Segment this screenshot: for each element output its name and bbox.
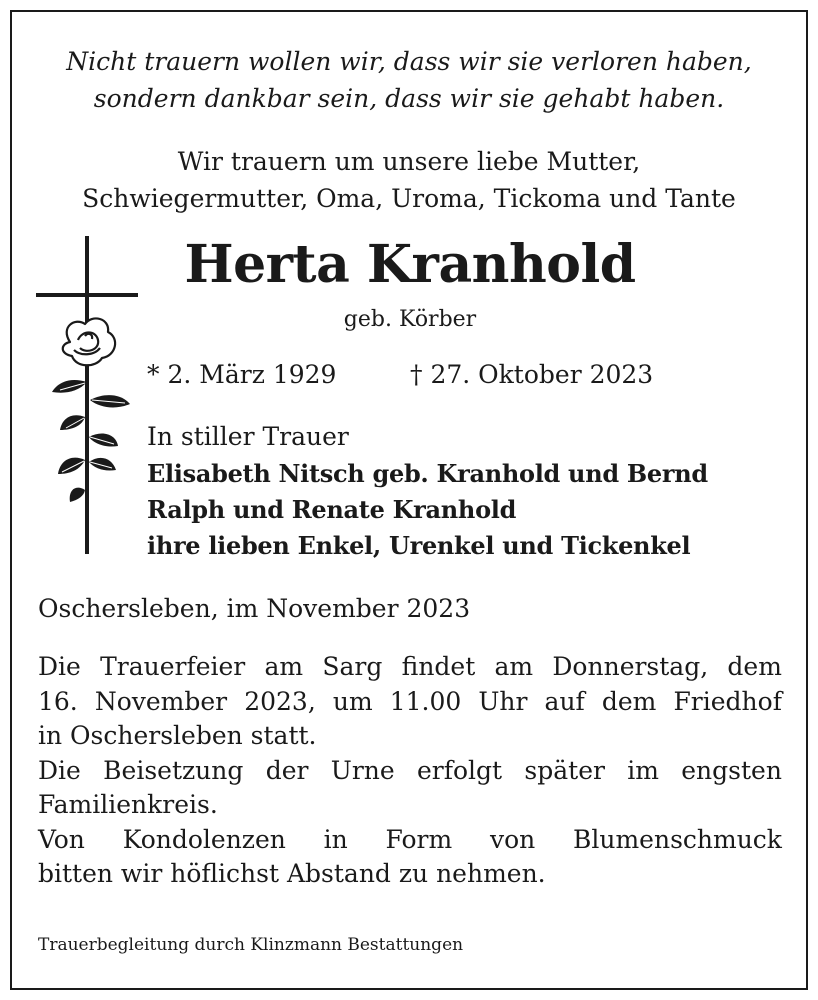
word: Beisetzung [103, 755, 244, 785]
mourner-line: ihre lieben Enkel, Urenkel und Tickenkel [147, 531, 691, 560]
word: Friedhof [673, 686, 782, 716]
word: von [489, 824, 536, 854]
details-line-6 [38, 823, 782, 858]
intro-line: Schwiegermutter, Oma, Uroma, Tickoma und Tante [82, 184, 736, 213]
word: um [332, 686, 373, 716]
word: dem [727, 652, 782, 681]
word: Urne [330, 755, 395, 785]
quote-line: Nicht trauern wollen wir, dass wir sie verloren haben, [66, 47, 752, 76]
death-date: † 27. Oktober 2023 [410, 360, 654, 389]
word: 16. [38, 686, 78, 716]
word: 11.00 [389, 686, 462, 716]
intro-text [0, 143, 818, 217]
word: am [494, 652, 534, 681]
details-line-4 [38, 754, 782, 789]
word: Blumenschmuck [573, 824, 782, 854]
details-line-3: in Oschersleben statt. [38, 721, 317, 750]
word: Sarg [322, 652, 383, 681]
undertaker-credit: Trauerbegleitung durch Klinzmann Bestattungen [38, 935, 464, 955]
word: in [323, 824, 348, 854]
word: engsten [681, 755, 782, 785]
word: auf [544, 686, 585, 716]
birth-date: * 2. März 1929 [147, 360, 337, 389]
word: November [94, 686, 228, 716]
word: der [265, 755, 309, 785]
mourner-line: Elisabeth Nitsch geb. Kranhold und Bernd [147, 459, 708, 488]
word: Uhr [478, 686, 528, 716]
cross-with-rose-icon [30, 232, 150, 562]
word: dem [601, 686, 657, 716]
word: Die [38, 755, 81, 785]
funeral-details [38, 650, 782, 892]
word: Trauerfeier [100, 652, 246, 681]
details-line-2 [38, 685, 782, 720]
word: 2023, [244, 686, 316, 716]
quote-line: sondern dankbar sein, dass wir sie gehabt haben. [93, 84, 725, 113]
mourners-intro: In stiller Trauer [147, 422, 349, 451]
word: erfolgt [416, 755, 503, 785]
word: Die [38, 652, 81, 681]
mourners-list [147, 456, 708, 564]
mourner-line: Ralph und Renate Kranhold [147, 495, 517, 524]
word: Von [38, 824, 85, 854]
intro-line: Wir trauern um unsere liebe Mutter, [177, 147, 641, 176]
memorial-quote [0, 43, 818, 117]
word: findet [401, 652, 476, 681]
maiden-name: geb. Körber [343, 307, 477, 332]
word: Form [385, 824, 453, 854]
details-line-7: bitten wir höflichst Abstand zu nehmen. [38, 859, 546, 888]
word: später [524, 755, 605, 785]
word: am [264, 652, 304, 681]
details-line-5: Familienkreis. [38, 790, 218, 819]
deceased-name: Herta Kranhold [184, 234, 636, 295]
word: Donnerstag, [552, 652, 709, 681]
word: Kondolenzen [122, 824, 286, 854]
details-line-1 [38, 650, 782, 685]
place-date: Oschersleben, im November 2023 [38, 594, 471, 623]
word: im [627, 755, 659, 785]
